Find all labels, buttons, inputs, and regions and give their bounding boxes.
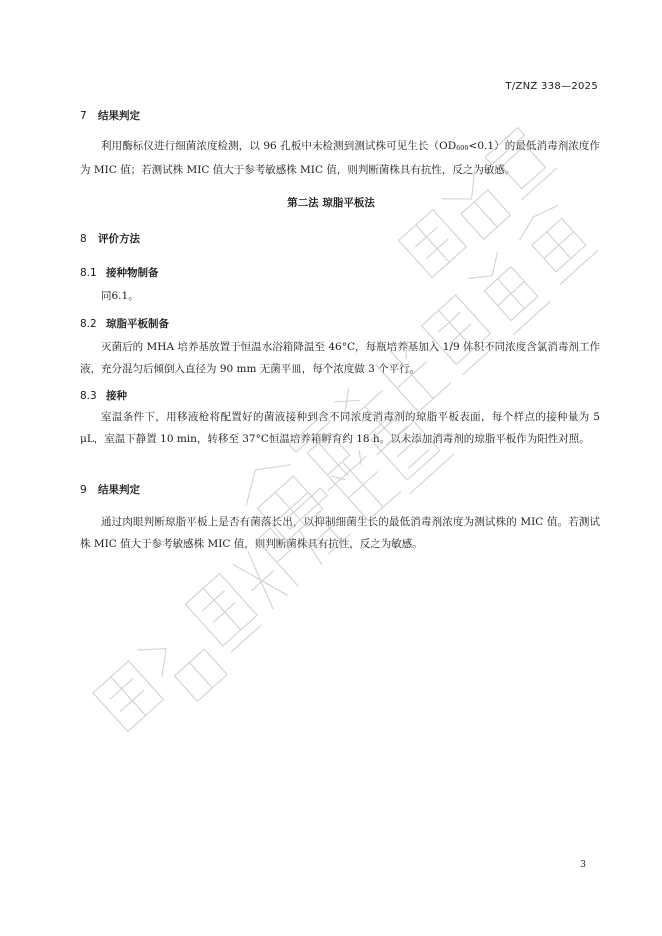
section-8-2-title: 琼脂平板制备 <box>106 318 169 330</box>
section-8-1-paragraph: 同6.1。 <box>101 290 139 302</box>
section-7-paragraph <box>80 135 600 181</box>
section-8-3-title: 接种 <box>106 390 127 402</box>
section-8-3-paragraph: 室温条件下，用移液枪将配置好的菌液接种到含不同浓度消毒剂的琼脂平板表面，每个样点的接种量为 5 μL，室温下静置 10 min，转移至 37°C恒温培养箱孵育约 18 h。以未添加消毒剂的琼脂平板作为阳性对照。 <box>80 411 600 445</box>
standard-number: T/ZNZ 338—2025 <box>505 81 598 92</box>
section-8-2-heading <box>80 316 169 331</box>
method-2-title: 第二法 琼脂平板法 <box>287 197 375 209</box>
section-7-title: 结果判定 <box>98 110 140 122</box>
section-8-2-paragraph: 灭菌后的 MHA 培养基放置于恒温水浴箱降温至 46°C，每瓶培养基加入 1/9 体积不同浓度含氯消毒剂工作液，充分混匀后倾倒入直径为 90 mm 无菌平皿，每个浓度做 3 个平行。 <box>80 341 600 375</box>
section-8-1-title: 接种物制备 <box>106 267 159 279</box>
section-9-paragraph: 通过肉眼判断琼脂平板上是否有菌落长出，以抑制细菌生长的最低消毒剂浓度为测试株的 MIC 值。若测试株 MIC 值大于参考敏感株 MIC 值，则判断菌株具有抗性，反之为敏感。 <box>80 516 600 550</box>
section-9-number: 9 <box>80 484 87 496</box>
section-9-heading <box>80 482 140 497</box>
section-8-3-heading <box>80 388 127 403</box>
section-7-text-b: <0.1）的最低消毒剂浓度作为 MIC 值；若测试株 MIC 值大于参考敏感株 MIC 值，则判断菌株具有抗性，反之为敏感。 <box>80 140 600 176</box>
section-7-heading <box>80 108 140 123</box>
section-8-title: 评价方法 <box>98 233 140 245</box>
section-9-title: 结果判定 <box>98 484 140 496</box>
od-subscript: 600 <box>456 144 469 152</box>
section-8-2-number: 8.2 <box>80 318 97 330</box>
section-8-number: 8 <box>80 233 87 245</box>
section-8-1-heading <box>80 265 159 280</box>
page-number: 3 <box>580 860 586 870</box>
section-7-number: 7 <box>80 110 87 122</box>
section-8-1-number: 8.1 <box>80 267 97 279</box>
section-8-heading <box>80 231 140 246</box>
section-8-3-number: 8.3 <box>80 390 97 402</box>
section-7-text-a: 利用酶标仪进行细菌浓度检测，以 96 孔板中未检测到测试株可见生长（OD <box>101 140 457 152</box>
